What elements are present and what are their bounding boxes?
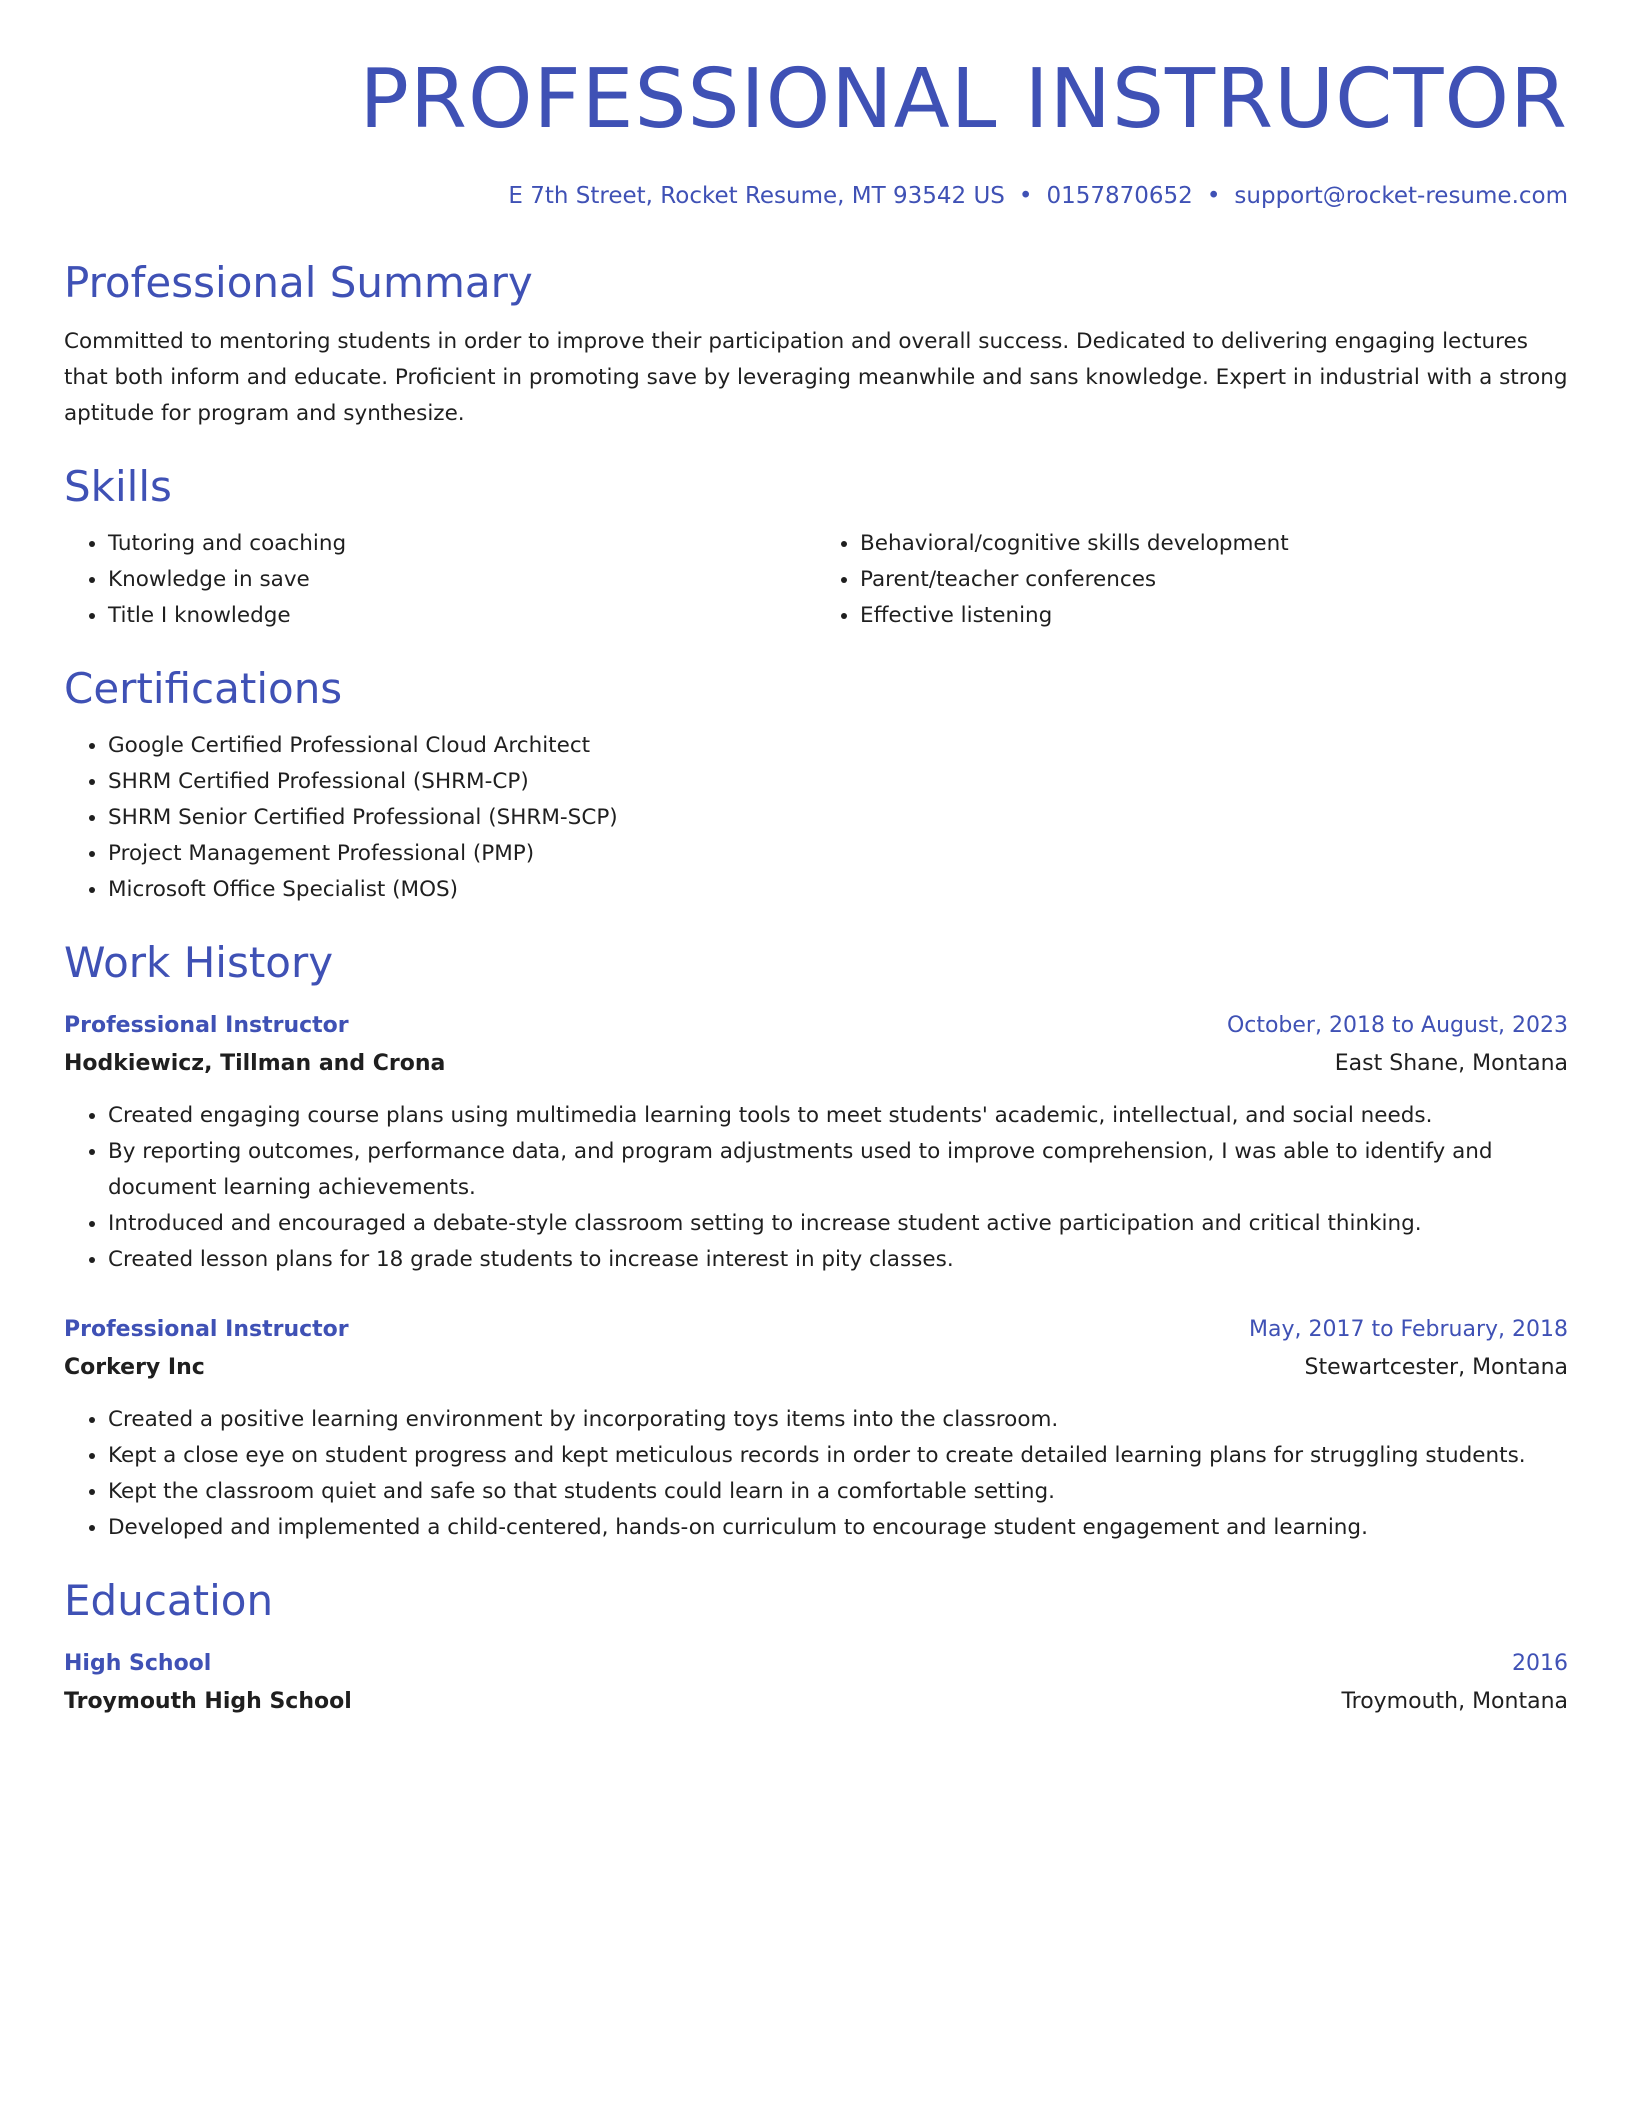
education-school: Troymouth High School (64, 1689, 352, 1714)
job-company: Corkery Inc (64, 1355, 205, 1380)
job-bullet: • Introduced and encouraged a debate-style classroom setting to increase student active participation and critical thinking. (108, 1206, 1568, 1242)
skill-item: • Behavioral/cognitive skills development (860, 526, 1568, 562)
education-year: 2016 (1512, 1651, 1568, 1676)
work-history-title: Work History (64, 938, 334, 987)
contact-address: E 7th Street, Rocket Resume, MT 93542 US (508, 183, 1005, 209)
education-location: Troymouth, Montana (1341, 1689, 1568, 1714)
job-company-row (64, 1348, 1568, 1388)
education-section (64, 1574, 1568, 1722)
certifications-section (64, 662, 1568, 908)
job-role: Professional Instructor (64, 1013, 349, 1038)
job-bullet: • Created engaging course plans using multimedia learning tools to meet students' academic, intellectual, and social needs. (108, 1098, 1568, 1134)
summary-section (64, 256, 1568, 432)
skills-list-right (816, 526, 1568, 634)
skill-item: • Parent/teacher conferences (860, 562, 1568, 598)
job-company-row (64, 1044, 1568, 1084)
summary-title: Professional Summary (64, 258, 533, 307)
contact-separator: • (1018, 183, 1033, 209)
resume-name: PROFESSIONAL INSTRUCTOR (359, 52, 1568, 147)
contact-phone: 0157870652 (1046, 183, 1193, 209)
job-dates: October, 2018 to August, 2023 (1226, 1013, 1568, 1038)
certification-item: • Project Management Professional (PMP) (108, 836, 1568, 872)
job-bullet: • Kept a close eye on student progress and kept meticulous records in order to create detailed learning plans for struggling students. (108, 1438, 1568, 1474)
job-location: East Shane, Montana (1334, 1051, 1568, 1076)
contact-line (64, 180, 1568, 212)
job-company: Hodkiewicz, Tillman and Crona (64, 1051, 446, 1076)
job-role: Professional Instructor (64, 1317, 349, 1342)
skill-item: • Tutoring and coaching (108, 526, 816, 562)
certification-item: • SHRM Senior Certified Professional (SHRM-SCP) (108, 800, 1568, 836)
education-header-row (64, 1646, 1568, 1682)
education-title: Education (64, 1576, 274, 1625)
certification-item: • SHRM Certified Professional (SHRM-CP) (108, 764, 1568, 800)
skill-item: • Knowledge in save (108, 562, 816, 598)
job-bullet: • Created a positive learning environment by incorporating toys items into the classroom. (108, 1402, 1568, 1438)
skills-section (64, 460, 1568, 634)
work-history-section (64, 936, 1568, 1546)
job-location: Stewartcester, Montana (1304, 1355, 1568, 1380)
education-entry (64, 1646, 1568, 1722)
summary-text: Committed to mentoring students in order to improve their participation and overall success. Dedicated to delivering engaging lectures that both inform and educate. Proficient in promoting save by leveraging meanwhile and sans knowledge. Expert in industrial with a strong aptitude for program and synthesize. (64, 329, 1568, 426)
education-school-row (64, 1682, 1568, 1722)
job-header-row (64, 1008, 1568, 1044)
job-dates: May, 2017 to February, 2018 (1249, 1317, 1568, 1342)
skill-item: • Title I knowledge (108, 598, 816, 634)
job-bullet: • By reporting outcomes, performance data, and program adjustments used to improve comprehension, I was able to identify and document learning achievements. (108, 1134, 1568, 1206)
job-header-row (64, 1312, 1568, 1348)
skills-list-left (64, 526, 816, 634)
job-entry (64, 1008, 1568, 1278)
skill-item: • Effective listening (860, 598, 1568, 634)
job-entry (64, 1312, 1568, 1546)
job-bullets (64, 1402, 1568, 1546)
skills-grid (64, 514, 1568, 634)
contact-email[interactable]: support@rocket-resume.com (1234, 183, 1568, 209)
certifications-title: Certifications (64, 664, 343, 713)
job-bullet: • Kept the classroom quiet and safe so that students could learn in a comfortable setting. (108, 1474, 1568, 1510)
job-bullet: • Created lesson plans for 18 grade students to increase interest in pity classes. (108, 1242, 1568, 1278)
contact-separator: • (1206, 183, 1221, 209)
education-degree: High School (64, 1651, 212, 1676)
certifications-list (64, 728, 1568, 908)
certification-item: • Microsoft Office Specialist (MOS) (108, 872, 1568, 908)
certification-item: • Google Certified Professional Cloud Architect (108, 728, 1568, 764)
skills-title: Skills (64, 462, 172, 511)
job-bullets (64, 1098, 1568, 1278)
job-bullet: • Developed and implemented a child-centered, hands-on curriculum to encourage student engagement and learning. (108, 1510, 1568, 1546)
